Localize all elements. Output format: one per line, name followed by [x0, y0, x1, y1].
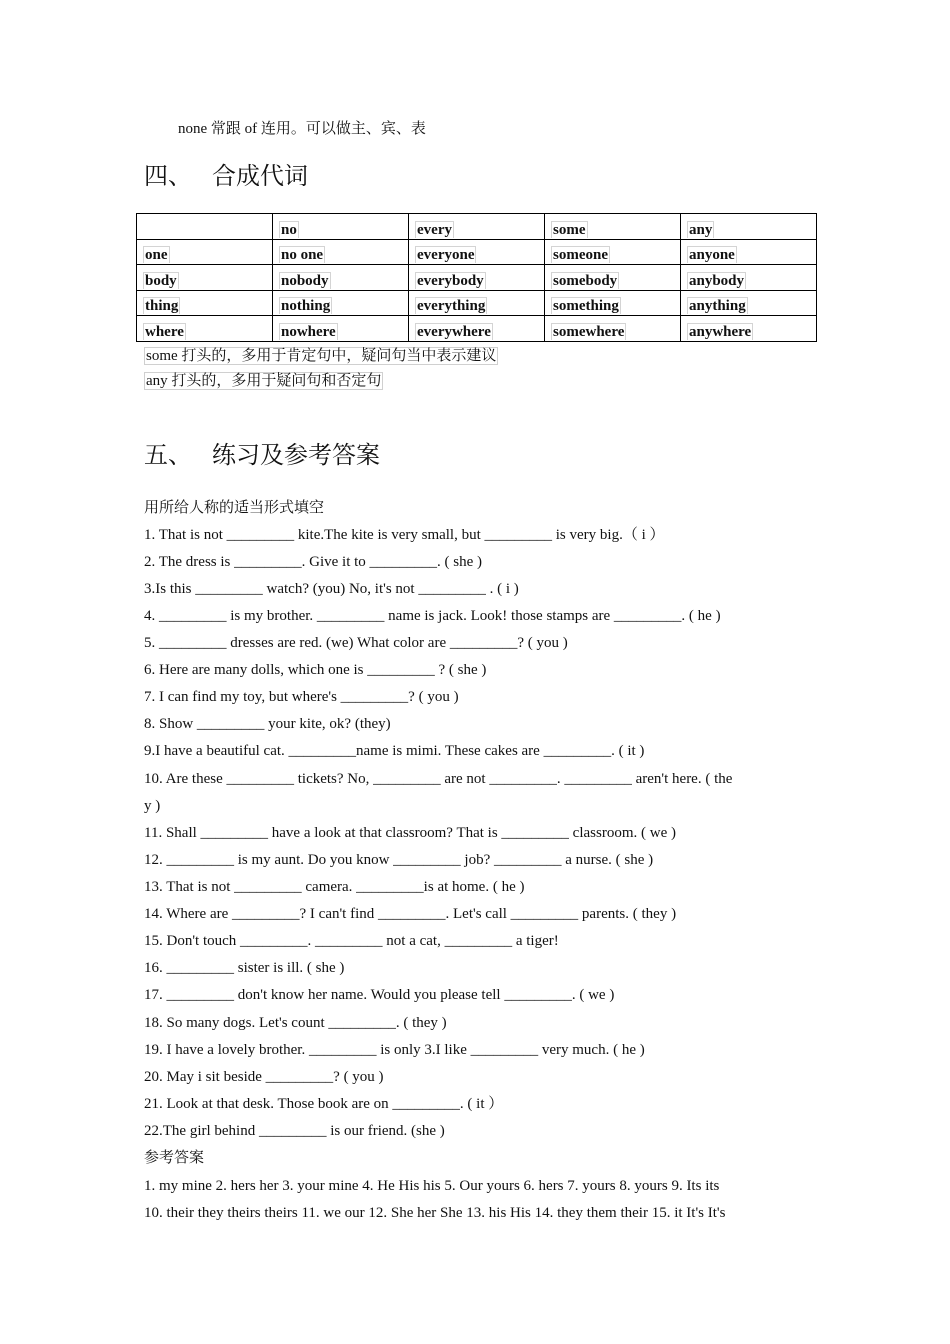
question-line: 22.The girl behind _________ is our friend. (she ) — [144, 1123, 445, 1139]
question-line: 4. _________ is my brother. _________ name is jack. Look! those stamps are _________. ( he ) — [144, 608, 721, 624]
table-cell: where — [137, 316, 273, 342]
question-line: 20. May i sit beside _________? ( you ) — [144, 1069, 384, 1085]
answers-line: 1. my mine 2. hers her 3. your mine 4. He His his 5. Our yours 6. hers 7. yours 8. yours 9. Its its — [144, 1178, 720, 1194]
exercise-instruction: 用所给人称的适当形式填空 — [144, 500, 325, 516]
section-4-heading — [144, 162, 308, 192]
section-4-title: 合成代词 — [212, 164, 308, 190]
table-cell: everything — [409, 290, 545, 316]
table-header-cell: every — [409, 214, 545, 240]
question-line: 7. I can find my toy, but where's _________? ( you ) — [144, 689, 459, 705]
table-cell: everyone — [409, 239, 545, 265]
table-cell: nothing — [273, 290, 409, 316]
table-cell: something — [545, 290, 681, 316]
section-5-number: 五、 — [144, 443, 192, 469]
table-cell: everybody — [409, 265, 545, 291]
table-cell: nobody — [273, 265, 409, 291]
question-line: 13. That is not _________ camera. _________is at home. ( he ) — [144, 879, 525, 895]
question-line: 21. Look at that desk. Those book are on _________. ( it ） — [144, 1096, 504, 1112]
table-cell: somewhere — [545, 316, 681, 342]
section-4-number: 四、 — [144, 164, 192, 190]
table-cell: body — [137, 265, 273, 291]
table-cell: thing — [137, 290, 273, 316]
question-line: 18. So many dogs. Let's count _________. ( they ) — [144, 1015, 447, 1031]
question-line: 14. Where are _________? I can't find _________. Let's call _________ parents. ( they ) — [144, 906, 677, 922]
question-line: 12. _________ is my aunt. Do you know _________ job? _________ a nurse. ( she ) — [144, 852, 654, 868]
table-cell: someone — [545, 239, 681, 265]
question-line: y ) — [144, 798, 161, 814]
note-any: any 打头的，多用于疑问句和否定句 — [146, 373, 382, 389]
question-line: 9.I have a beautiful cat. _________name is mimi. These cakes are _________. ( it ) — [144, 743, 645, 759]
question-line: 3.Is this _________ watch? (you) No, it's not _________ . ( i ) — [144, 581, 519, 597]
table-header-row — [137, 214, 817, 240]
compound-pronoun-table — [136, 213, 817, 342]
table-cell: anything — [681, 290, 817, 316]
question-line: 19. I have a lovely brother. _________ is only 3.I like _________ very much. ( he ) — [144, 1042, 645, 1058]
table-row — [137, 316, 817, 342]
table-cell: somebody — [545, 265, 681, 291]
table-cell: anywhere — [681, 316, 817, 342]
answers-title: 参考答案 — [144, 1150, 205, 1166]
intro-text: none 常跟 of 连用。可以做主、宾、表 — [178, 121, 426, 137]
table-header-cell — [137, 214, 273, 240]
section-5-title: 练习及参考答案 — [212, 443, 380, 469]
question-line: 1. That is not _________ kite.The kite is very small, but _________ is very big.（ i ） — [144, 527, 665, 543]
question-line: 2. The dress is _________. Give it to _________. ( she ) — [144, 554, 483, 570]
table-cell: nowhere — [273, 316, 409, 342]
table-row — [137, 239, 817, 265]
question-line: 11. Shall _________ have a look at that classroom? That is _________ classroom. ( we ) — [144, 825, 676, 841]
table-cell: no one — [273, 239, 409, 265]
question-line: 16. _________ sister is ill. ( she ) — [144, 960, 345, 976]
section-5-heading — [144, 441, 380, 471]
table-row — [137, 265, 817, 291]
question-line: 10. Are these _________ tickets? No, _________ are not _________. _________ aren't here. ( the — [144, 771, 733, 787]
note-some: some 打头的，多用于肯定句中，疑问句当中表示建议 — [146, 348, 497, 364]
answers-line: 10. their they theirs theirs 11. we our 12. She her She 13. his His 14. they them their 15. it It's It's — [144, 1205, 726, 1221]
question-line: 6. Here are many dolls, which one is _________ ? ( she ) — [144, 662, 487, 678]
table-cell: anyone — [681, 239, 817, 265]
table-header-cell: no — [273, 214, 409, 240]
table-header-cell: any — [681, 214, 817, 240]
question-line: 15. Don't touch _________. _________ not a cat, _________ a tiger! — [144, 933, 559, 949]
question-line: 5. _________ dresses are red. (we) What color are _________? ( you ) — [144, 635, 568, 651]
table-row — [137, 290, 817, 316]
table-cell: anybody — [681, 265, 817, 291]
table-cell: everywhere — [409, 316, 545, 342]
table-header-cell: some — [545, 214, 681, 240]
question-line: 8. Show _________ your kite, ok? (they) — [144, 716, 391, 732]
question-line: 17. _________ don't know her name. Would you please tell _________. ( we ) — [144, 987, 615, 1003]
table-cell: one — [137, 239, 273, 265]
